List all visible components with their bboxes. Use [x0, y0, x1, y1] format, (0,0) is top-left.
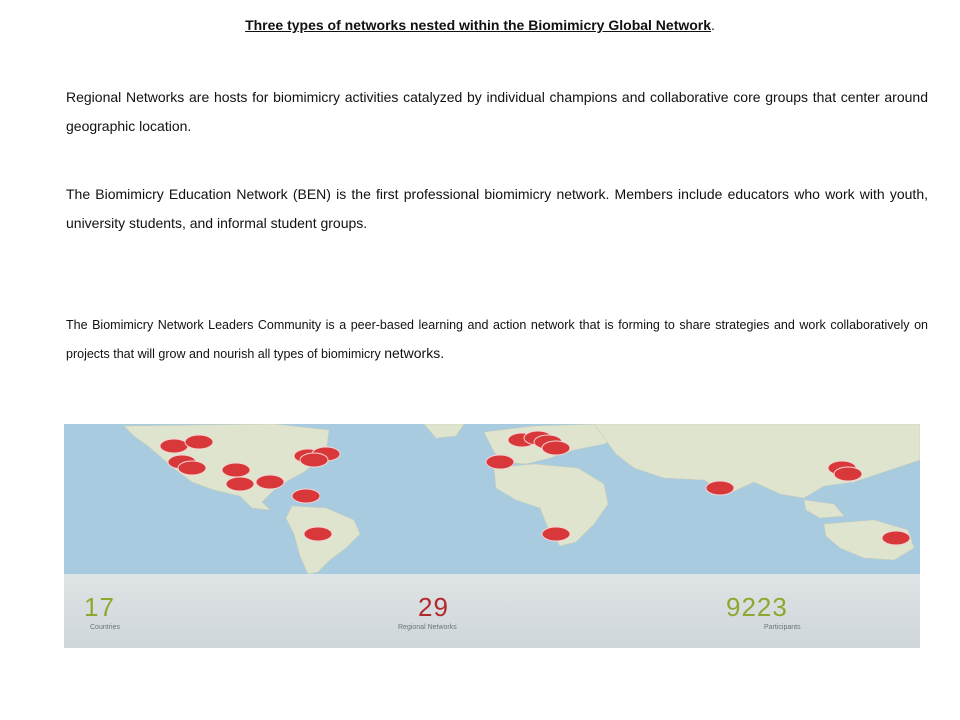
leaders-paragraph-tail: networks. — [384, 345, 445, 361]
map-pin — [304, 527, 332, 541]
map-pin — [226, 477, 254, 491]
title-text: Three types of networks nested within the Biomimicry Global Network — [245, 17, 712, 33]
education-network-paragraph: The Biomimicry Education Network (BEN) is the first professional biomimicry network. Members include educators who work with youth, university students, and informal student groups. — [66, 186, 928, 231]
map-pin — [160, 439, 188, 453]
map-pin — [292, 489, 320, 503]
regional-networks-count: 29 — [418, 592, 449, 622]
leaders-paragraph-main: The Biomimicry Network Leaders Community is a peer-based learning and action network that is forming to share strategies and work collaboratively on projects that will grow and nourish all types of biomimicry — [66, 318, 928, 361]
map-pin — [300, 453, 328, 467]
regional-networks-paragraph: Regional Networks are hosts for biomimicry activities catalyzed by individual champions and collaborative core groups that center around geographic location. — [66, 89, 928, 134]
countries-count: 17 — [84, 592, 115, 622]
stats-bar — [64, 574, 920, 648]
countries-label: Countries — [90, 624, 120, 631]
map-pin — [882, 531, 910, 545]
map-pin — [486, 455, 514, 469]
title-period: . — [711, 17, 715, 33]
regional-networks-label: Regional Networks — [398, 624, 457, 631]
pin-layer — [64, 424, 920, 574]
map-pin — [222, 463, 250, 477]
map-pin — [185, 435, 213, 449]
leaders-community-paragraph — [66, 311, 928, 368]
participants-count: 9223 — [726, 592, 788, 622]
page-title — [0, 17, 960, 33]
map-pin — [706, 481, 734, 495]
map-pin — [542, 527, 570, 541]
map-pin — [256, 475, 284, 489]
participants-label: Participants — [764, 624, 801, 631]
network-map-photo — [64, 424, 920, 648]
map-pin — [542, 441, 570, 455]
map-pin — [834, 467, 862, 481]
map-pin — [178, 461, 206, 475]
